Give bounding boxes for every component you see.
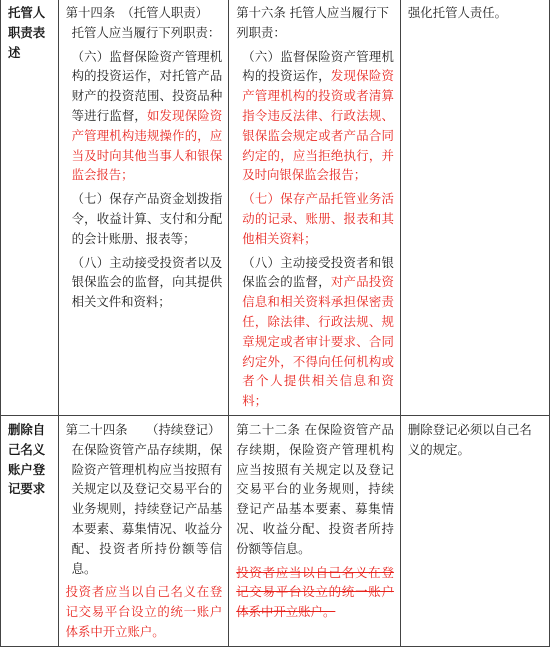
new-provision-cell	[229, 0, 401, 415]
old-item-6-highlight: 如发现保险资产管理机构违规操作的，应当及时向其他当事人和银保监会报告；	[71, 107, 223, 183]
new-item-7: （七）保存产品托管业务活动的记录、账册、报表和其他相关资料；	[242, 191, 394, 246]
row-category: 删除自己名义账户登记要求	[1, 415, 59, 646]
change-note: 强化托管人责任。	[400, 0, 549, 415]
row-category: 托管人职责表述	[1, 0, 59, 415]
old-article-highlight: 投资者应当以自己名义在登记交易平台设立的统一账户体系中开立账户。	[65, 584, 223, 639]
old-item-7: （七）保存产品资金划拨指令，收益计算、支付和分配的会计账册、报表等；	[71, 191, 223, 246]
table-row	[1, 415, 550, 646]
old-article-intro: 托管人应当履行下列职责：	[71, 24, 221, 40]
new-item-6-highlight: 发现保险资产管理机构的投资或者清算指令违反法律、行政法规、银保监会规定或者产品合同约定的，应当拒绝执行，并及时向银保监会报告；	[242, 68, 394, 183]
old-item-6: （六）监督保险资产管理机构的投资运作，对托管产品财产的投资范围、投资品种等进行监督，如发现保险资产管理机构违规操作的，应当及时向其他当事人和银保监会报告；	[71, 48, 223, 183]
old-article-body: 在保险资管产品存续期，保险资产管理机构应当按照有关规定以及登记交易平台的业务规则，持续登记产品基本要素、募集情况、收益分配、投资者所持份额等信息。	[71, 441, 223, 576]
table-row	[1, 0, 550, 415]
deleted-text: 投资者应当以自己名义在登记交易平台设立的统一账户体系中开立账户。	[236, 564, 394, 620]
change-note: 删除登记必须以自己名义的规定。	[400, 415, 549, 646]
old-article-heading: 第十四条 （托管人职责）	[65, 5, 209, 20]
new-item-6: （六）监督保险资产管理机构的投资运作，发现保险资产管理机构的投资或者清算指令违反法律、行政法规、银保监会规定或者产品合同约定的，应当拒绝执行，并及时向银保监会报告；	[242, 48, 394, 183]
new-provision-cell	[229, 415, 401, 646]
new-article-heading: 第十六条 托管人应当履行下列职责：	[236, 5, 389, 40]
new-item-8-highlight: 对产品投资信息和相关资料承担保密责任，除法律、行政法规、规章规定或者审计要求、合同约定外，不得向任何机构或者个人提供相关信息和资料；	[242, 274, 394, 409]
new-item-8: （八）主动接受投资者和银保监会的监督，对产品投资信息和相关资料承担保密责任，除法律、行政法规、规章规定或者审计要求、合同约定外，不得向任何机构或者个人提供相关信息和资料；	[242, 254, 394, 409]
old-provision-cell	[58, 0, 229, 415]
old-item-8: （八）主动接受投资者以及银保监会的监督，向其提供相关文件和资料；	[71, 254, 223, 310]
old-provision-cell	[58, 415, 229, 646]
old-article-heading: 第二十四条 （持续登记）	[65, 421, 221, 437]
new-article-body: 第二十二条 在保险资管产品存续期，保险资产管理机构应当按照有关规定以及登记交易平台的业务规则，持续登记产品基本要素、募集情况、收益分配、投资者所持份额等信息。	[236, 421, 394, 556]
